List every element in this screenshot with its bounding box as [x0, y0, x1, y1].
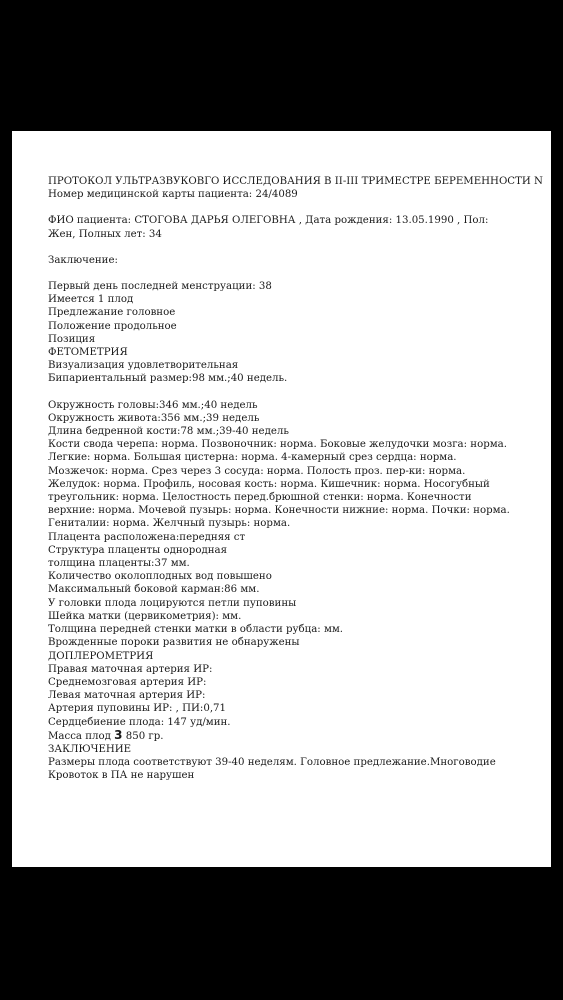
text-line: Окружность головы:346 мм.;40 недель [48, 399, 258, 411]
text-line: Положение продольное [48, 320, 177, 332]
text-line: Среднемозговая артерия ИР: [48, 676, 207, 688]
exam-block-c [48, 531, 518, 729]
text-line: Окружность живота:356 мм.;39 недель [48, 412, 260, 424]
text-line: Плацента расположена:передняя ст [48, 531, 246, 543]
text-line: Позиция [48, 333, 96, 345]
text-line: Визуализация удовлетворительная [48, 360, 239, 372]
final-line: Размеры плода соответствуют 39-40 неделям. Головное предлежание.Многоводие [48, 757, 496, 769]
text-line: Предлежание головное [48, 307, 176, 319]
organs-paragraph: Кости свода черепа: норма. Позвоночник: норма. Боковые желудочки мозга: норма. Легкие: норма. Большая цистерна: норма. 4-камерный срез сердца: норма. Мозжечок: норма. Срез через 3 сосуда: норма. Полость проз. пер-ки: норма. Желудок: норма. Профиль, носовая кость: норма. Кишечник: норма. Носогубный треугольник: норма. Целостность перед.брюшной стенки: норма. Конечности верхние: норма. Мочевой пузырь: норма. Конечности нижние: норма. Почки: норма. Гениталии: норма. Желчный пузырь: норма. [48, 439, 510, 530]
exam-block-a [48, 280, 518, 386]
final-line: Кровоток в ПА не нарушен [48, 770, 195, 782]
fetal-mass-suffix: 850 гр. [122, 730, 164, 742]
conclusion-heading: Заключение: [48, 254, 118, 266]
text-line: Первый день последней менструации: 38 [48, 281, 272, 293]
final-heading: ЗАКЛЮЧЕНИЕ [48, 743, 132, 755]
text-line: Максимальный боковой карман:86 мм. [48, 584, 260, 596]
text-line: Количество околоплодных вод повышено [48, 571, 272, 583]
text-line: Бипариентальный размер:98 мм.;40 недель. [48, 373, 288, 385]
ultrasound-protocol [48, 175, 543, 783]
fetal-mass [48, 729, 518, 743]
exam-block-b [48, 399, 518, 439]
text-line: Структура плаценты однородная [48, 544, 228, 556]
patient-info: ФИО пациента: СТОГОВА ДАРЬЯ ОЛЕГОВНА , Дата рождения: 13.05.1990 , Пол: Жен, Полных лет: 34 [48, 215, 489, 240]
section-heading-fetometry: ФЕТОМЕТРИЯ [48, 347, 128, 359]
fetal-mass-digit: 3 [114, 727, 123, 742]
text-line: Толщина передней стенки матки в области рубца: мм. [48, 624, 344, 636]
fetal-mass-prefix: Масса плод [48, 730, 115, 742]
text-line: Артерия пуповины ИР: , ПИ:0,71 [48, 703, 227, 715]
document-page [12, 131, 551, 867]
card-number: Номер медицинской карты пациента: 24/4089 [48, 189, 298, 201]
text-line: У головки плода лоцируются петли пуповины [48, 597, 297, 609]
text-line: Шейка матки (цервикометрия): мм. [48, 610, 242, 622]
text-line: Врожденные пороки развития не обнаружены [48, 637, 300, 649]
text-line: Сердцебиение плода: 147 уд/мин. [48, 716, 231, 728]
text-line: Левая маточная артерия ИР: [48, 690, 206, 702]
text-line: Правая маточная артерия ИР: [48, 663, 213, 675]
text-line: Длина бедренной кости:78 мм.;39-40 недель [48, 426, 289, 438]
text-line: толщина плаценты:37 мм. [48, 558, 190, 570]
text-line: Имеется 1 плод [48, 294, 134, 306]
section-heading-doppler: ДОПЛЕРОМЕТРИЯ [48, 650, 154, 662]
protocol-title: ПРОТОКОЛ УЛЬТРАЗВУКОВГО ИССЛЕДОВАНИЯ В II-III ТРИМЕСТРЕ БЕРЕМЕННОСТИ N [48, 176, 543, 187]
